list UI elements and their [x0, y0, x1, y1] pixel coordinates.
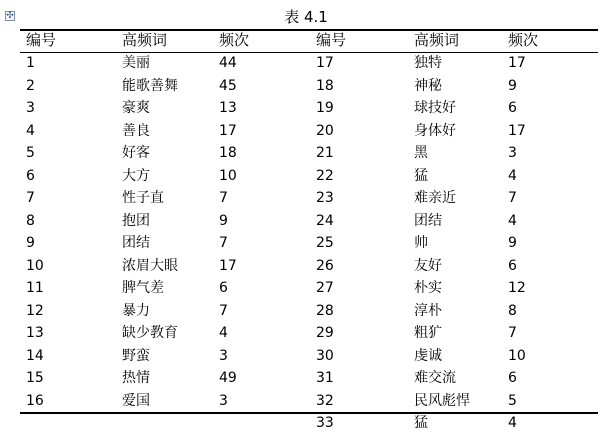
- row-freq: 6: [219, 280, 228, 296]
- row-freq: 7: [219, 302, 228, 319]
- row-id: 29: [316, 325, 334, 341]
- row-id: 11: [26, 280, 44, 296]
- row-id: 32: [316, 392, 334, 409]
- row-id: 23: [316, 190, 334, 206]
- header-freq-right: 频次: [508, 31, 539, 49]
- row-freq: 17: [508, 55, 526, 71]
- row-id: 8: [26, 212, 35, 229]
- row-word: 抱团: [122, 212, 150, 229]
- row-id: 6: [26, 167, 35, 184]
- row-id: 10: [26, 257, 44, 274]
- row-freq: 18: [219, 145, 237, 161]
- row-freq: 44: [219, 55, 237, 71]
- row-freq: 4: [508, 167, 517, 184]
- row-word: 神秘: [414, 77, 442, 94]
- row-word: 能歌善舞: [122, 77, 178, 94]
- row-id: 21: [316, 145, 334, 161]
- row-id: 24: [316, 212, 334, 229]
- row-freq: 9: [219, 212, 228, 229]
- header-word-left: 高频词: [122, 31, 168, 49]
- row-id: 3: [26, 100, 35, 116]
- header-id-right: 编号: [316, 31, 347, 49]
- header-word-right: 高频词: [414, 31, 460, 49]
- row-word: 球技好: [414, 100, 456, 116]
- row-freq: 9: [508, 235, 517, 251]
- row-word: 浓眉大眼: [122, 257, 178, 274]
- row-id: 16: [26, 392, 44, 409]
- row-freq: 8: [508, 302, 517, 319]
- row-freq: 7: [219, 235, 228, 251]
- row-word: 猛: [414, 415, 428, 431]
- row-id: 19: [316, 100, 334, 116]
- row-word: 帅: [414, 235, 428, 251]
- row-id: 17: [316, 55, 334, 71]
- row-freq: 17: [219, 122, 237, 139]
- row-id: 20: [316, 122, 334, 139]
- row-freq: 4: [508, 415, 517, 431]
- row-id: 9: [26, 235, 35, 251]
- row-freq: 6: [508, 370, 517, 386]
- row-word: 大方: [122, 167, 150, 184]
- row-id: 14: [26, 347, 44, 364]
- row-freq: 3: [219, 392, 228, 409]
- row-freq: 7: [508, 325, 517, 341]
- header-freq-left: 频次: [219, 31, 250, 49]
- row-word: 虔诚: [414, 347, 442, 364]
- row-freq: 7: [508, 190, 517, 206]
- row-word: 黑: [414, 145, 428, 161]
- row-id: 25: [316, 235, 334, 251]
- row-word: 独特: [414, 55, 442, 71]
- row-id: 33: [316, 415, 334, 431]
- row-id: 18: [316, 77, 334, 94]
- row-word: 难交流: [414, 370, 456, 386]
- row-word: 粗犷: [414, 325, 442, 341]
- table-move-handle-icon[interactable]: ✣: [6, 11, 14, 21]
- row-freq: 7: [219, 190, 228, 206]
- row-id: 15: [26, 370, 44, 386]
- row-freq: 5: [508, 392, 517, 409]
- row-word: 猛: [414, 167, 428, 184]
- row-id: 12: [26, 302, 44, 319]
- row-freq: 4: [508, 212, 517, 229]
- row-word: 淳朴: [414, 302, 442, 319]
- row-freq: 9: [508, 77, 517, 94]
- row-word: 好客: [122, 145, 150, 161]
- row-freq: 4: [219, 325, 228, 341]
- row-word: 野蛮: [122, 347, 150, 364]
- row-id: 26: [316, 257, 334, 274]
- row-id: 13: [26, 325, 44, 341]
- row-word: 民风彪悍: [414, 392, 470, 409]
- row-freq: 13: [219, 100, 237, 116]
- row-word: 暴力: [122, 302, 150, 319]
- row-id: 31: [316, 370, 334, 386]
- row-id: 5: [26, 145, 35, 161]
- row-freq: 17: [219, 257, 237, 274]
- row-freq: 3: [508, 145, 517, 161]
- table-header-rule: [20, 52, 598, 53]
- row-freq: 10: [508, 347, 526, 364]
- row-id: 1: [26, 55, 35, 71]
- row-word: 身体好: [414, 122, 456, 139]
- row-id: 7: [26, 190, 35, 206]
- row-word: 团结: [122, 235, 150, 251]
- row-freq: 10: [219, 167, 237, 184]
- row-freq: 45: [219, 77, 237, 94]
- row-freq: 6: [508, 100, 517, 116]
- row-id: 2: [26, 77, 35, 94]
- header-id-left: 编号: [26, 31, 57, 49]
- row-word: 性子直: [122, 190, 164, 206]
- row-word: 豪爽: [122, 100, 150, 116]
- row-word: 善良: [122, 122, 150, 139]
- row-freq: 17: [508, 122, 526, 139]
- row-word: 友好: [414, 257, 442, 274]
- row-word: 团结: [414, 212, 442, 229]
- row-word: 缺少教育: [122, 325, 178, 341]
- row-word: 爱国: [122, 392, 150, 409]
- row-id: 22: [316, 167, 334, 184]
- row-word: 朴实: [414, 280, 442, 296]
- row-freq: 3: [219, 347, 228, 364]
- row-word: 热情: [122, 370, 150, 386]
- table-caption: 表 4.1: [284, 8, 328, 26]
- row-freq: 49: [219, 370, 237, 386]
- row-id: 4: [26, 122, 35, 139]
- row-freq: 6: [508, 257, 517, 274]
- row-id: 30: [316, 347, 334, 364]
- row-id: 28: [316, 302, 334, 319]
- row-id: 27: [316, 280, 334, 296]
- row-freq: 12: [508, 280, 526, 296]
- row-word: 脾气差: [122, 280, 164, 296]
- row-word: 美丽: [122, 55, 150, 71]
- row-word: 难亲近: [414, 190, 456, 206]
